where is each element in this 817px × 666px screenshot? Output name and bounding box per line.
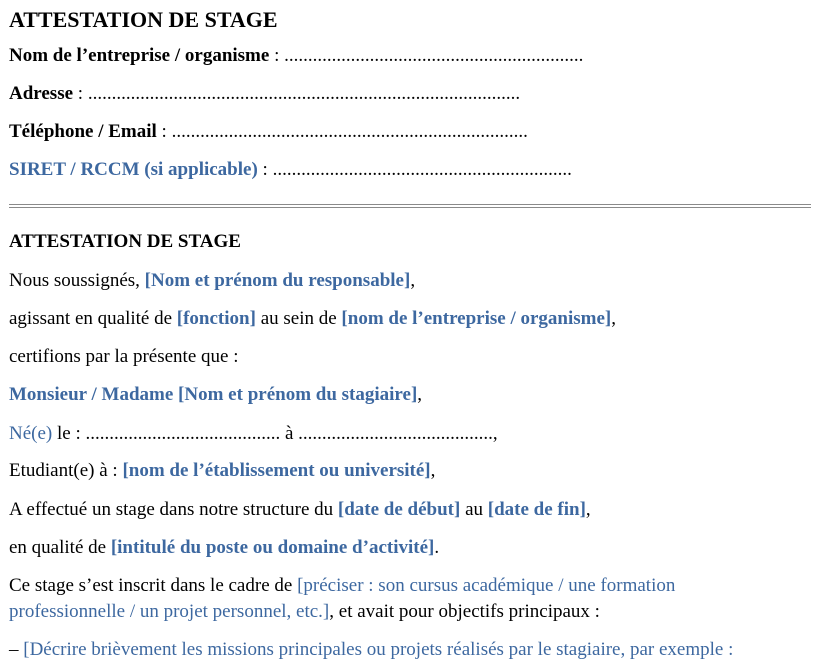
address-label: Adresse (9, 83, 74, 104)
missions-field: [Décrire brièvement les missions principales ou projets réalisés par le stagiaire, par exemple : (23, 639, 734, 660)
dates-end: , (585, 499, 591, 520)
function-mid: au sein de (255, 308, 342, 329)
intern-name-line (9, 384, 422, 406)
signatory-end: , (410, 270, 416, 291)
position-field: [intitulé du poste ou domaine d’activité] (110, 537, 435, 558)
company-label: Nom de l’entreprise / organisme (9, 45, 270, 66)
address-value: : ........................................................................................... (73, 83, 521, 104)
context-end: , et avait pour objectifs principaux : (329, 601, 600, 622)
dates-line (9, 499, 591, 521)
end-date-field: [date de fin] (487, 499, 586, 520)
intern-name-field: Monsieur / Madame [Nom et prénom du stagiaire] (9, 384, 418, 405)
address-line (9, 83, 520, 105)
company-line (9, 45, 583, 67)
section-title: ATTESTATION DE STAGE (9, 231, 241, 252)
birth-text: le : ......................................... à ........................................., (52, 423, 498, 444)
position-line (9, 537, 439, 559)
siret-line (9, 159, 572, 181)
phone-line (9, 121, 528, 143)
school-line (9, 460, 435, 482)
function-field: [fonction] (176, 308, 256, 329)
birth-line (9, 423, 498, 445)
function-line (9, 308, 616, 330)
school-field: [nom de l’établissement ou université] (122, 460, 431, 481)
position-end: . (434, 537, 440, 558)
dates-text: A effectué un stage dans notre structure du (9, 499, 338, 520)
missions-line (9, 639, 733, 661)
function-end: , (611, 308, 616, 329)
function-text: agissant en qualité de (9, 308, 177, 329)
organisation-field: [nom de l’entreprise / organisme] (341, 308, 612, 329)
signatory-text: Nous soussignés, (9, 270, 145, 291)
siret-label: SIRET / RCCM (si applicable) (9, 159, 258, 180)
context-paragraph (9, 573, 789, 625)
school-text: Etudiant(e) à : (9, 460, 123, 481)
birth-field: Né(e) (9, 423, 53, 444)
missions-dash: – (9, 639, 24, 660)
start-date-field: [date de début] (337, 499, 461, 520)
siret-value: : ............................................................... (257, 159, 572, 180)
intern-name-end: , (417, 384, 423, 405)
signatory-line (9, 270, 415, 292)
phone-label: Téléphone / Email (9, 121, 157, 142)
school-end: , (430, 460, 436, 481)
company-value: : ............................................................... (269, 45, 584, 66)
responsible-name-field: [Nom et prénom du responsable] (144, 270, 411, 291)
section-divider (9, 204, 811, 208)
dates-mid: au (460, 499, 488, 520)
certify-text: certifions par la présente que : (9, 346, 239, 367)
document-title: ATTESTATION DE STAGE (9, 7, 278, 32)
certify-line (9, 346, 238, 368)
position-text: en qualité de (9, 537, 111, 558)
context-field: [préciser : son cursus académique / une formation professionnelle / un projet personnel, etc.] (9, 575, 676, 622)
phone-value: : ........................................................................... (156, 121, 528, 142)
context-text: Ce stage s’est inscrit dans le cadre de (9, 575, 298, 596)
